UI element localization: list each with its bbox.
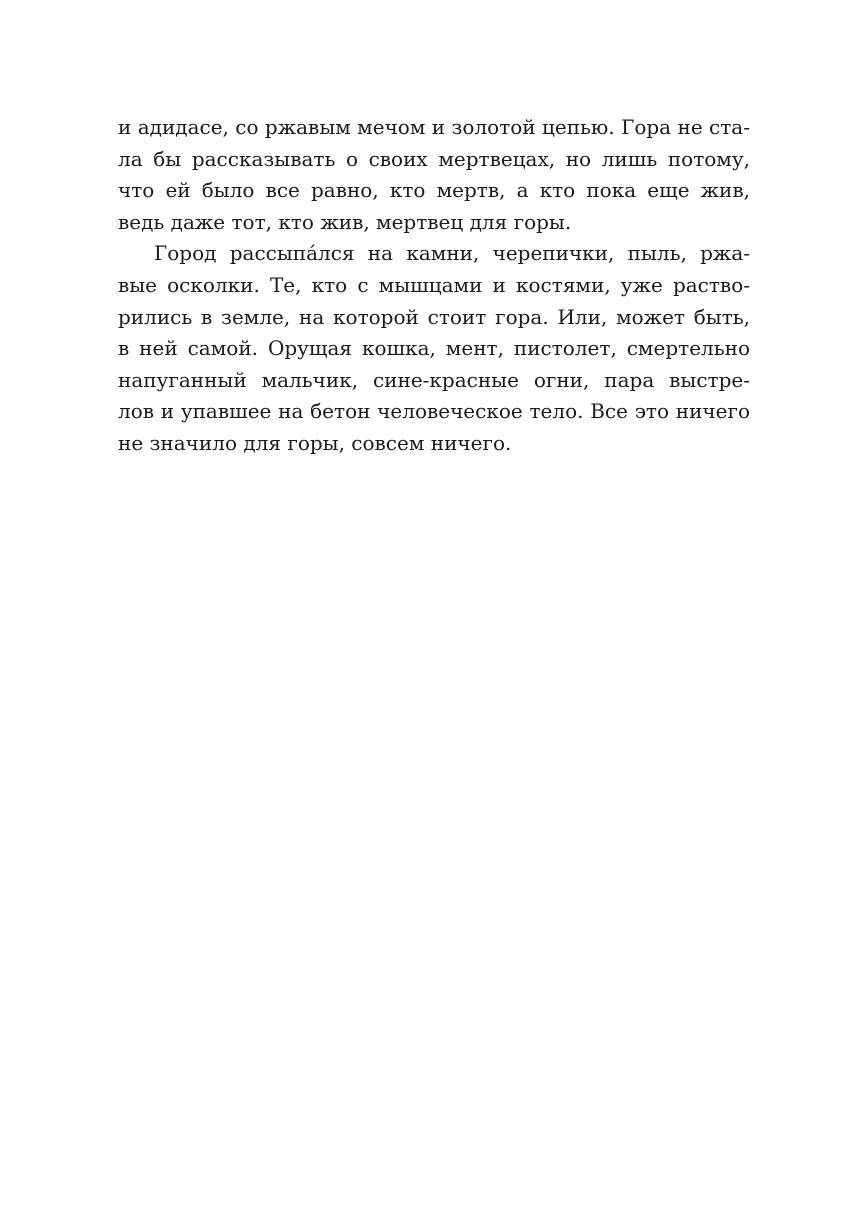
text-line: ла бы рассказывать о своих мертвецах, но лишь потому, — [118, 146, 750, 171]
text-line: и адидасе, со ржавым мечом и золотой цепью. Гора не ста- — [118, 115, 750, 139]
paragraph-1 — [118, 112, 750, 238]
text-line: в ней самой. Орущая кошка, мент, пистолет, смертельно — [118, 336, 750, 361]
body-text — [118, 112, 750, 460]
text-line: не значило для горы, совсем ничего. — [118, 430, 512, 455]
text-line: что ей было все равно, кто мертв, а кто пока еще жив, — [118, 178, 750, 203]
text-line: лов и упавшее на бетон человеческое тело. Все это ничего — [118, 399, 750, 424]
text-line: ведь даже тот, кто жив, мертвец для горы. — [118, 209, 572, 234]
text-line: рились в земле, на которой стоит гора. Или, может быть, — [118, 304, 750, 329]
paragraph-2 — [118, 238, 750, 459]
text-line: напуганный мальчик, сине-красные огни, пара выстре- — [118, 367, 750, 392]
text-line: вые осколки. Те, кто с мышцами и костями, уже раство- — [118, 272, 750, 297]
text-line: Город рассыпа́лся на камни, черепички, пыль, ржа- — [154, 241, 750, 266]
